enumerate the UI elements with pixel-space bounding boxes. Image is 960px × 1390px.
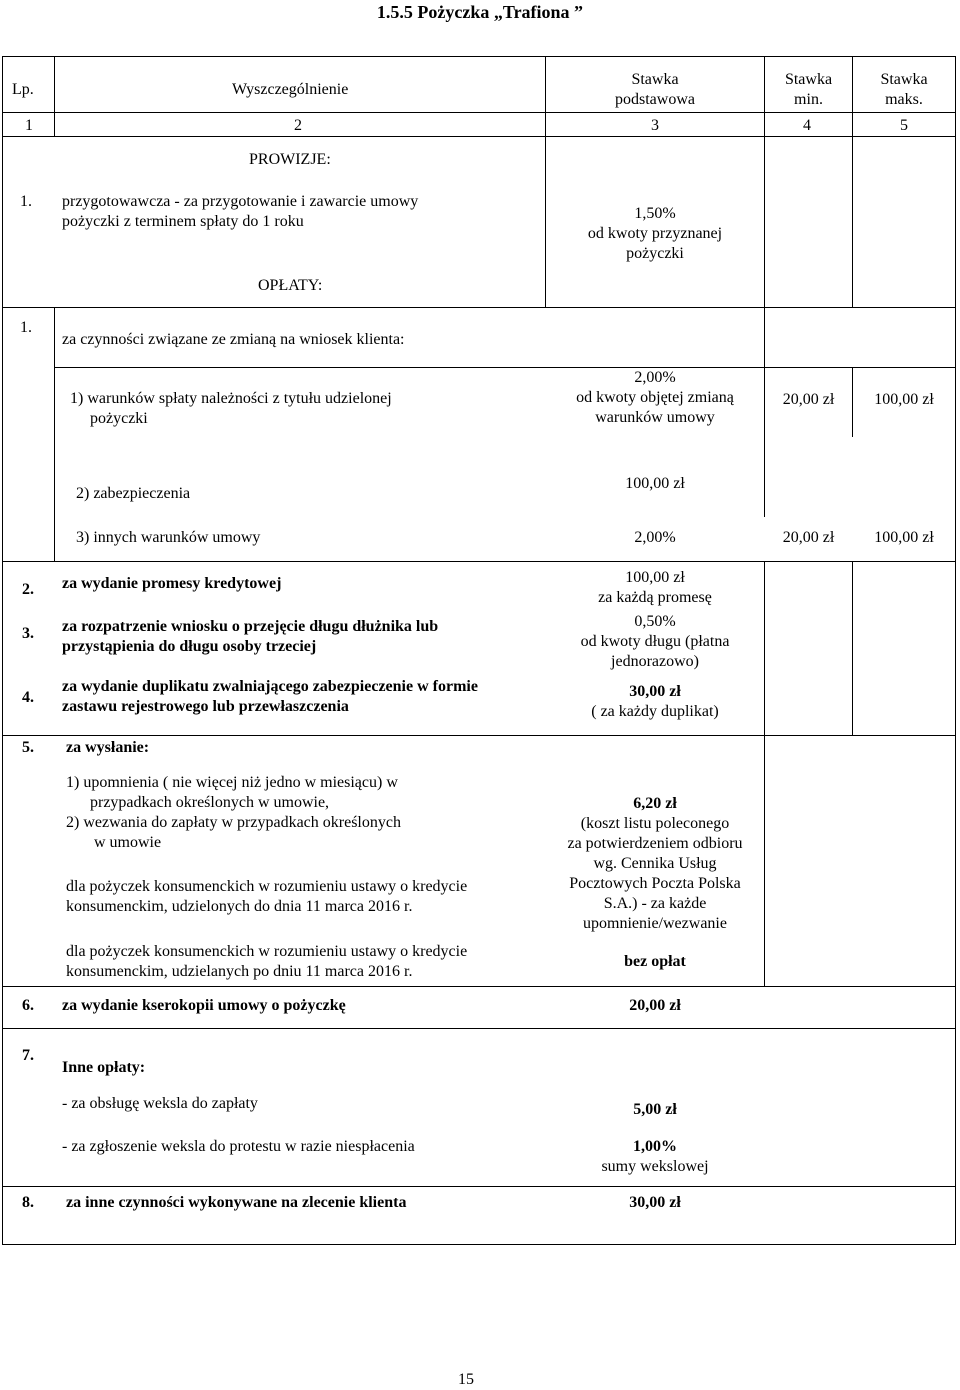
header-min-rate-line: min. — [794, 91, 823, 108]
row-description — [66, 942, 467, 982]
description-line: pożyczki — [90, 410, 148, 427]
row-description: za wydanie kserokopii umowy o pożyczkę — [62, 997, 346, 1014]
base-rate — [546, 794, 764, 934]
col-divider — [852, 561, 853, 735]
row-divider — [3, 307, 956, 308]
base-rate: 100,00 zł — [625, 475, 685, 492]
column-number: 2 — [294, 117, 302, 134]
description-line: za rozpatrzenie wniosku o przejęcie długu dłużnika lub — [62, 618, 439, 635]
rate-line: 0,50% — [634, 613, 676, 630]
rate-line: ( za każdy duplikat) — [591, 703, 719, 720]
col-divider — [54, 307, 55, 561]
base-rate: bez opłat — [624, 953, 686, 970]
section-heading-oplaty: OPŁATY: — [258, 277, 323, 294]
row-number: 7. — [22, 1047, 34, 1064]
row-number: 4. — [22, 689, 34, 706]
row-divider — [3, 986, 956, 987]
row-description — [70, 389, 392, 429]
row-number: 1. — [20, 319, 32, 336]
base-rate — [546, 368, 764, 428]
header-description: Wyszczególnienie — [232, 81, 349, 98]
row-divider — [3, 136, 956, 137]
row-description: - za zgłoszenie weksla do protestu w razie niespłacenia — [62, 1138, 415, 1155]
rate-line: warunków umowy — [595, 409, 715, 426]
row-description: za wydanie promesy kredytowej — [62, 575, 282, 592]
base-rate: 20,00 zł — [629, 997, 681, 1014]
rate-line: S.A.) - za każde — [603, 895, 707, 912]
rate-line: 1,50% — [634, 205, 676, 222]
column-number: 4 — [803, 117, 811, 134]
column-number: 1 — [25, 117, 33, 134]
description-line: zastawu rejestrowego lub przewłaszczenia — [62, 698, 349, 715]
table-border-top — [3, 56, 956, 57]
row-description — [66, 877, 467, 917]
header-base-rate — [546, 70, 764, 110]
page-title: 1.5.5 Pożyczka „Trafiona ” — [376, 2, 584, 22]
row-divider — [55, 367, 956, 368]
rate-line: 100,00 zł — [625, 569, 685, 586]
base-rate: 30,00 zł — [629, 1194, 681, 1211]
row-description — [66, 773, 401, 853]
page-number: 15 — [458, 1371, 474, 1388]
section-heading-prowizje: PROWIZJE: — [249, 151, 331, 168]
rate-line: jednorazowo) — [611, 653, 699, 670]
base-rate — [546, 682, 764, 722]
row-description: za czynności związane ze zmianą na wniosek klienta: — [62, 331, 405, 348]
column-number: 5 — [900, 117, 908, 134]
row-description: za inne czynności wykonywane na zlecenie klienta — [66, 1194, 407, 1211]
row-number: 5. — [22, 739, 34, 756]
description-line: w umowie — [94, 834, 162, 851]
header-base-rate-line: podstawowa — [615, 91, 695, 108]
table-border-right — [955, 56, 956, 1245]
table-border-left — [2, 56, 3, 1245]
rate-line: od kwoty przyznanej — [587, 225, 723, 242]
row-description — [62, 192, 418, 232]
header-min-rate — [765, 70, 852, 110]
row-divider — [3, 1186, 956, 1187]
header-base-rate-line: Stawka — [631, 71, 679, 88]
description-line: dla pożyczek konsumenckich w rozumieniu ustawy o kredycie — [66, 943, 468, 960]
rate-line: od kwoty objętej zmianą — [576, 389, 734, 406]
min-rate: 20,00 zł — [782, 529, 835, 546]
base-rate — [546, 568, 764, 608]
row-description: Inne opłaty: — [62, 1059, 146, 1076]
rate-line: 30,00 zł — [629, 683, 681, 700]
description-line: konsumenckim, udzielanych po dniu 11 marca 2016 r. — [66, 963, 413, 980]
max-rate: 100,00 zł — [874, 391, 934, 408]
header-max-rate — [853, 70, 955, 110]
row-number: 6. — [22, 997, 34, 1014]
row-number: 2. — [22, 581, 34, 598]
description-line: 1) warunków spłaty należności z tytułu udzielonej — [70, 390, 392, 407]
rate-line: Pocztowych Poczta Polska — [569, 875, 741, 892]
rate-line: upomnienie/wezwanie — [583, 915, 727, 932]
base-rate: 2,00% — [634, 529, 676, 546]
header-min-rate-line: Stawka — [784, 71, 833, 88]
description-line: dla pożyczek konsumenckich w rozumieniu ustawy o kredycie — [66, 878, 468, 895]
description-line: pożyczki z terminem spłaty do 1 roku — [62, 213, 304, 230]
row-description: - za obsługę weksla do zapłaty — [62, 1095, 258, 1112]
description-line: konsumenckim, udzielonych do dnia 11 marca 2016 r. — [66, 898, 413, 915]
base-rate — [546, 612, 764, 672]
row-divider — [3, 561, 956, 562]
base-rate — [546, 204, 764, 264]
column-number: 3 — [651, 117, 659, 134]
header-max-rate-line: Stawka — [880, 71, 928, 88]
header-lp: Lp. — [12, 81, 34, 98]
row-description: 3) innych warunków umowy — [76, 529, 261, 546]
rate-line: pożyczki — [626, 245, 684, 262]
base-rate — [546, 1137, 764, 1177]
rate-line: 2,00% — [634, 369, 676, 386]
rate-line: 1,00% — [633, 1138, 677, 1155]
col-divider — [764, 307, 765, 517]
row-number: 3. — [22, 625, 34, 642]
description-line: przypadkach określonych w umowie, — [90, 794, 330, 811]
row-description — [62, 677, 478, 717]
rate-line: wg. Cennika Usług — [593, 855, 717, 872]
table-border-bottom — [3, 1244, 956, 1245]
min-rate: 20,00 zł — [782, 391, 835, 408]
rate-line: 6,20 zł — [633, 795, 677, 812]
col-divider — [764, 561, 765, 986]
row-number: 8. — [22, 1194, 34, 1211]
row-number: 1. — [20, 193, 32, 210]
description-line: 1) upomnienia ( nie więcej niż jedno w miesiącu) w — [66, 774, 398, 791]
row-divider — [3, 1028, 956, 1029]
row-description: 2) zabezpieczenia — [76, 485, 191, 502]
description-line: 2) wezwania do zapłaty w przypadkach określonych — [66, 814, 401, 831]
base-rate: 5,00 zł — [633, 1101, 677, 1118]
rate-line: za każdą promesę — [598, 589, 712, 606]
description-line: przystąpienia do długu osoby trzeciej — [62, 638, 317, 655]
description-line: za wydanie duplikatu zwalniającego zabezpieczenie w formie — [62, 678, 478, 695]
max-rate: 100,00 zł — [874, 529, 934, 546]
row-divider — [3, 735, 956, 736]
row-divider — [3, 112, 956, 113]
row-description — [62, 617, 438, 657]
col-divider — [54, 56, 55, 136]
description-line: przygotowawcza - za przygotowanie i zawarcie umowy — [62, 193, 419, 210]
rate-line: sumy wekslowej — [601, 1158, 709, 1175]
rate-line: od kwoty długu (płatna — [580, 633, 730, 650]
rate-line: (koszt listu poleconego — [580, 815, 730, 832]
header-max-rate-line: maks. — [885, 91, 923, 108]
row-description: za wysłanie: — [66, 739, 150, 756]
rate-line: za potwierdzeniem odbioru — [567, 835, 743, 852]
